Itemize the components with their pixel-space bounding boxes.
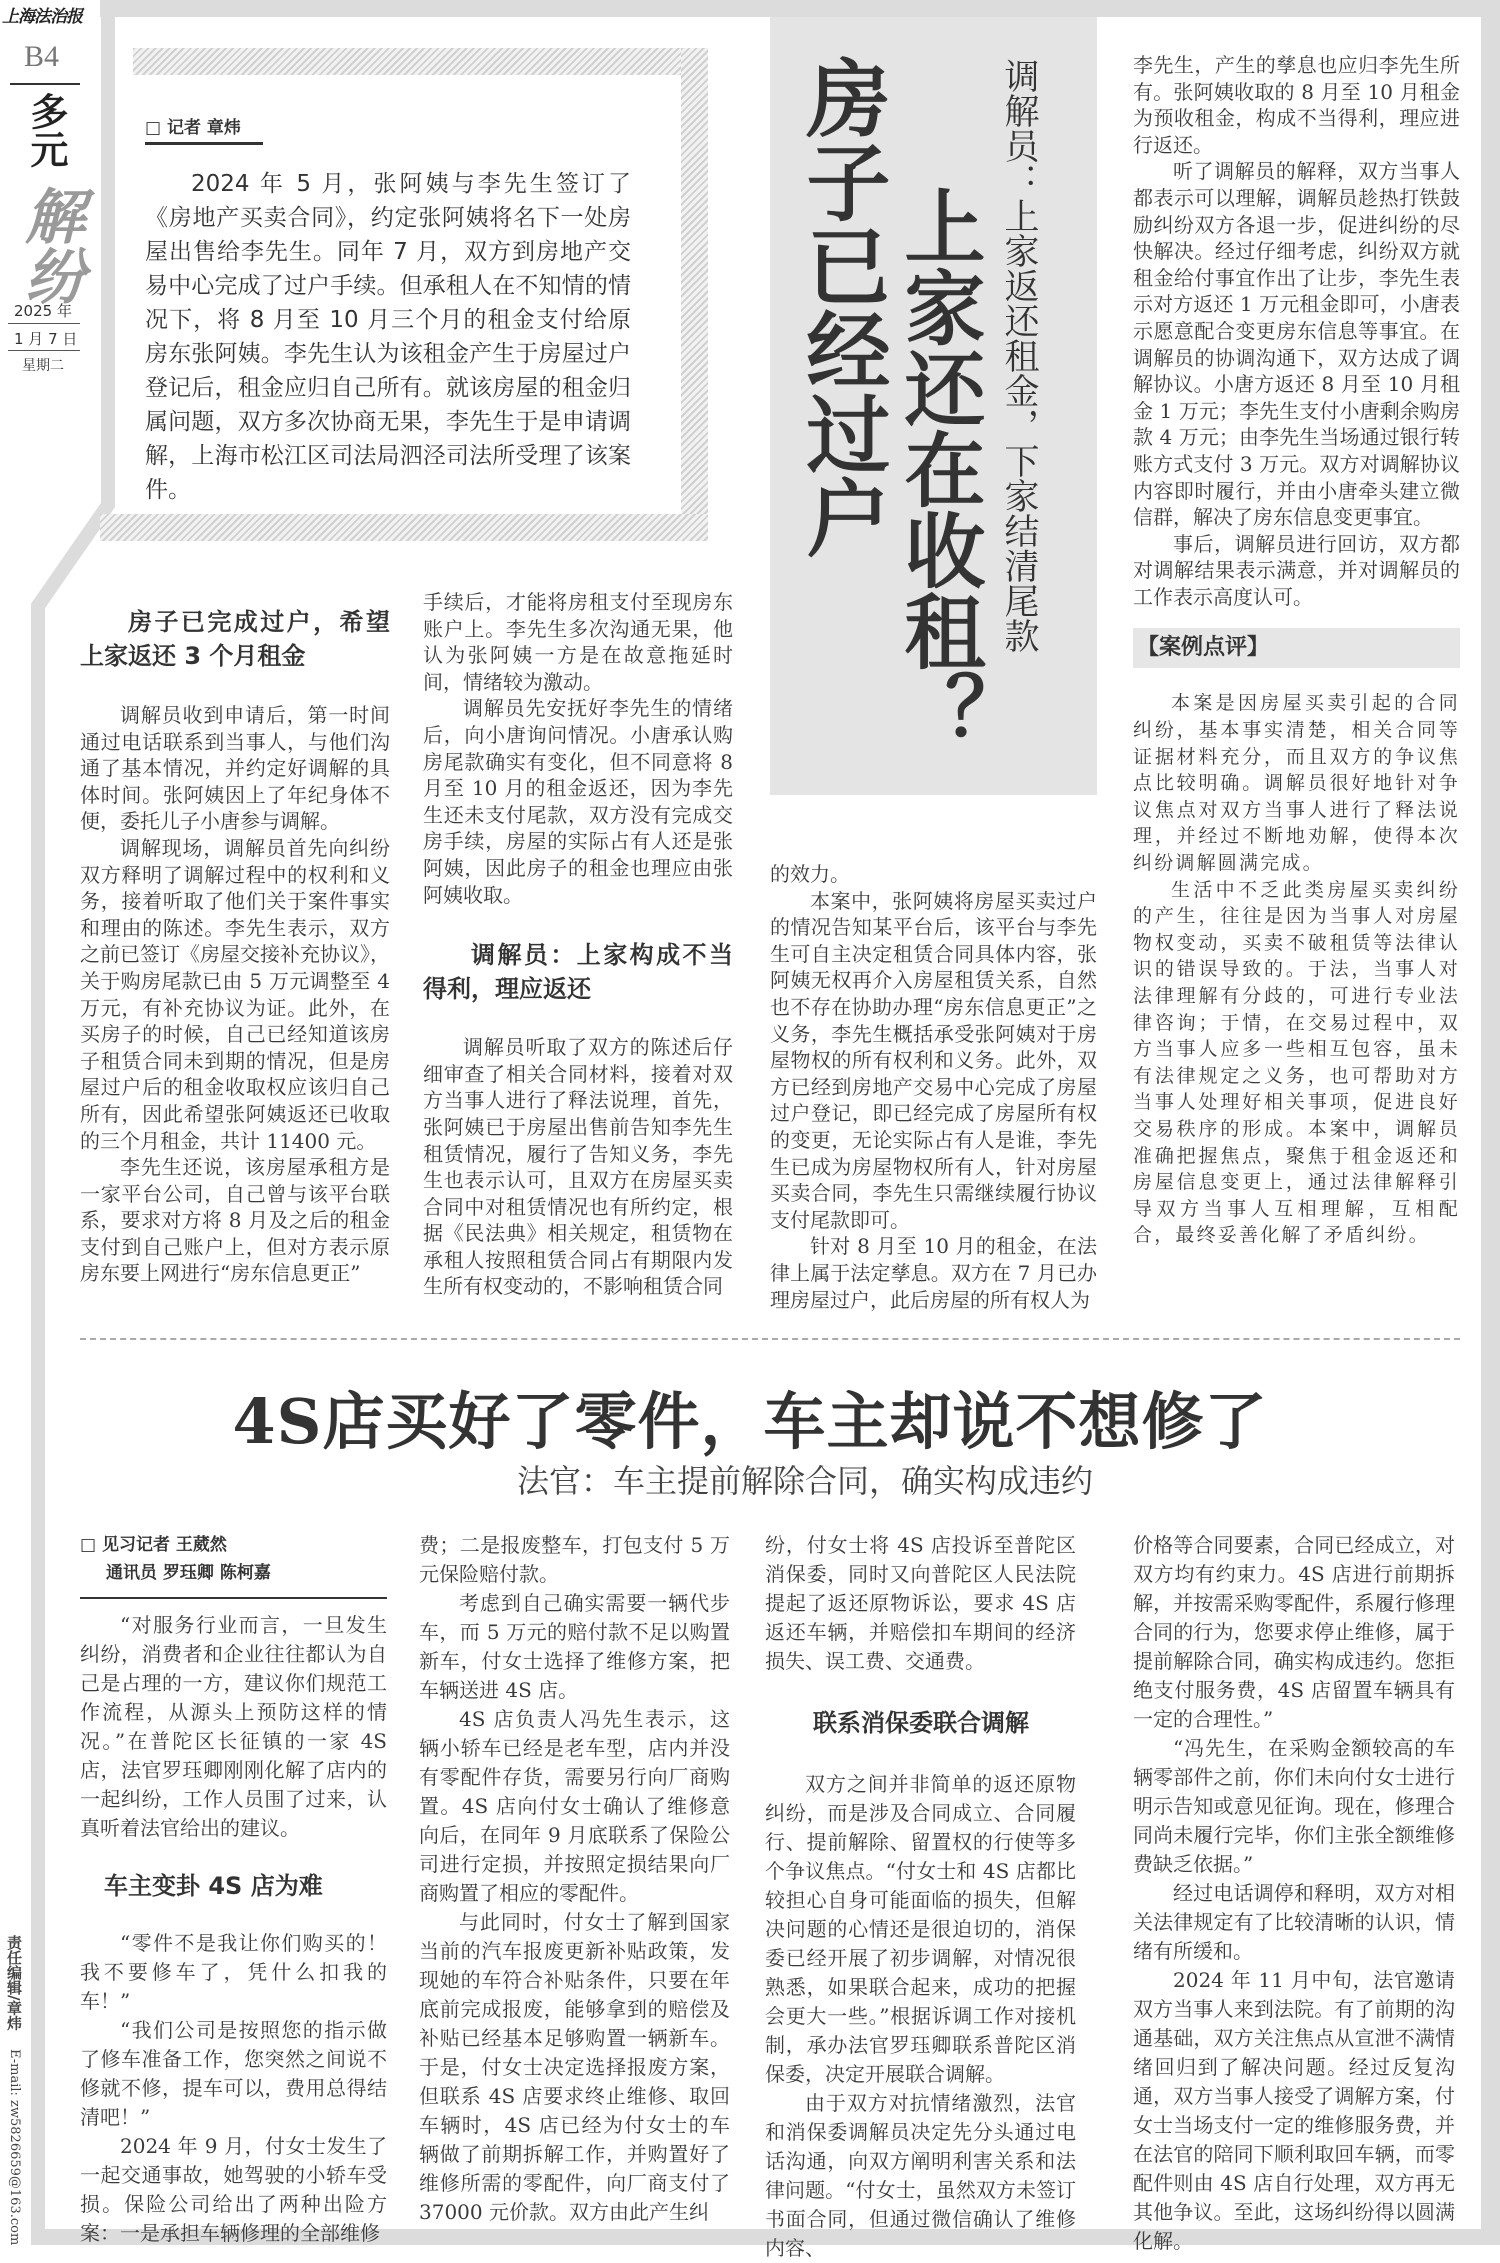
top-article-column-3 xyxy=(770,861,1097,1313)
paragraph: 听了调解员的解释，双方当事人都表示可以理解，调解员趁热打铁鼓励纠纷双方各退一步，促进纠纷的尽快解决。经过仔细考虑，纠纷双方就租金给付事宜作出了让步，李先生表示对方返还 1 万元租金即可，小唐表示愿意配合变更房东信息等事宜。在调解员的协调沟通下，双方达成了调解协议。小唐方返还 8 月至 10 月租金 1 万元；李先生支付小唐剩余购房款 4 万元；由李先生当场通过银行转账方式支付 3 万元。双方对调解协议内容即时履行，并由小唐牵头建立微信群，解决了房东信息变更事宜。 xyxy=(1133,159,1460,530)
paragraph: 调解现场，调解员首先向纠纷双方释明了调解过程中的权利和义务，接着听取了他们关于案件事实和理由的陈述。李先生表示，双方之前已签订《房屋交接补充协议》，关于购房尾款已由 5 万元调整至 4 万元，有补充协议为证。此外，在买房子的时候，自己已经知道该房子租赁合同未到期的情况，但是房屋过户后的租金收取权应该归自己所有，因此希望张阿姨返还已收取的三个月租金，共计 11400 元。 xyxy=(80,835,390,1153)
editor-name: 责任编辑/章炜 xyxy=(5,1935,23,2031)
bottom-subtitle: 法官：车主提前解除合同，确实构成违约 xyxy=(516,1462,1093,1500)
lead-paragraph: 2024 年 5 月，张阿姨与李先生签订了《房地产买卖合同》，约定张阿姨将名下一处房屋出售给李先生。同年 7 月，双方到房地产交易中心完成了过户手续。但承租人在不知情的情况下，将 8 月至 10 月三个月的租金支付给原房东张阿姨。李先生认为该租金产生于房屋过户登记后，租金应归自己所有。就该房屋的租金归属问题，双方多次协商无果，李先生于是申请调解，上海市松江区司法局泗泾司法所受理了该案件。 xyxy=(145,171,631,503)
paragraph: 经过电话调停和释明，双方对相关法律规定有了比较清晰的认识，情绪有所缓和。 xyxy=(1133,1881,1455,1963)
page-frame-top xyxy=(100,0,1500,17)
section-heading: 车主变卦 4S 店为难 xyxy=(104,1872,323,1900)
section-heading: 联系消保委联合调解 xyxy=(813,1709,1029,1737)
paragraph: “零件不是我让你们购买的！我不要修车了，凭什么扣我的车！” xyxy=(80,1931,387,2013)
top-article-column-1 xyxy=(80,605,390,1287)
section-title-duoyuan: 多元 xyxy=(24,92,68,168)
page-frame-right xyxy=(1481,0,1500,2245)
headline-subtitle: 调解员：上家返还租金，下家结清尾款 xyxy=(999,58,1039,653)
paragraph: 2024 年 11 月中旬，法官邀请双方当事人来到法院。有了前期的沟通基础，双方关注焦点从宣泄不满情绪回归到了解决问题。经过反复沟通，双方当事人接受了调解方案，付女士当场支付一定的维修服务费，并在法官的陪同下顺利取回车辆，而零配件则由 4S 店自行处理，双方再无其他争议。至此，这场纠纷得以圆满化解。 xyxy=(1133,1968,1455,2253)
editor-email: E-mail: zw5826659@163.com xyxy=(7,2049,22,2246)
issue-year: 2025 年 xyxy=(14,302,72,320)
date-divider xyxy=(8,350,80,351)
bottom-article-column-1 xyxy=(80,1531,387,2248)
editor-credit xyxy=(4,1935,25,2246)
lead-box-hatch-bottom xyxy=(100,514,708,541)
paragraph: 与此同时，付女士了解到国家当前的汽车报废更新补贴政策，发现她的车符合补贴条件，只要在年底前完成报废，能够拿到的赔偿及补贴已经基本足够购置一辆新车。于是，付女士决定选择报废方案，但联系 4S 店要求终止维修、取回车辆时，4S 店已经为付女士的车辆做了前期拆解工作，并购置好了维修所需的零配件，向厂商支付了 37000 元价款。双方由此产生纠 xyxy=(419,1910,730,2224)
paragraph: 考虑到自己确实需要一辆代步车，而 5 万元的赔付款不足以购置新车，付女士选择了维修方案，把车辆送进 4S 店。 xyxy=(419,1591,730,1702)
issue-weekday: 星期二 xyxy=(22,358,64,374)
masthead-divider xyxy=(10,83,80,85)
paragraph: 调解员听取了双方的陈述后仔细审查了相关合同材料，接着对双方当事人进行了释法说理，首先，张阿姨已于房屋出售前告知李先生租赁情况，履行了告知义务，李先生也表示认可，且双方在房屋买卖合同中对租赁情况也有所约定，根据《民法典》相关规定，租赁物在承租人按照租赁合同占有期限内发生所有权变动的，不影响租赁合同 xyxy=(423,1035,733,1299)
byline-rule xyxy=(80,1597,387,1599)
paragraph: 李先生，产生的孳息也应归李先生所有。张阿姨收取的 8 月至 10 月租金为预收租金，构成不当得利，理应进行返还。 xyxy=(1133,53,1460,157)
byline-rule xyxy=(145,142,263,145)
section-title-jiefen: 解纷 xyxy=(15,185,85,305)
bottom-byline-correspondents: 通讯员 罗珏卿 陈柯嘉 xyxy=(106,1563,271,1583)
paragraph: 双方之间并非简单的返还原物纠纷，而是涉及合同成立、合同履行、提前解除、留置权的行使等多个争议焦点。“付女士和 4S 店都比较担心自身可能面临的损失，但解决问题的心情还是很迫切的，消保委已经开展了初步调解，对情况很熟悉，如果联合起来，成功的把握会更大一些。”根据诉调工作对接机制，承办法官罗珏卿联系普陀区消保委，决定开展联合调解。 xyxy=(765,1772,1076,2086)
paragraph: 调解员先安抚好李先生的情绪后，向小唐询问情况。小唐承认购房尾款确实有变化，但不同意将 8 月至 10 月的租金返还，因为李先生还未支付尾款，双方没有完成交房手续，房屋的实际占有人还是张阿姨，因此房子的租金也理应由张阿姨收取。 xyxy=(423,696,733,907)
lead-box-hatch-top xyxy=(133,48,708,75)
paragraph: 李先生还说，该房屋承租方是一家平台公司，自己曾与该平台联系，要求对方将 8 月及之后的租金支付到自己账户上，但对方表示原房东要上网进行“房东信息更正” xyxy=(80,1155,390,1286)
paragraph: “冯先生，在采购金额较高的车辆零部件之前，你们未向付女士进行明示告知或意见征询。现在，修理合同尚未履行完毕，你们主张全额维修费缺乏依据。” xyxy=(1133,1736,1455,1876)
bottom-article-column-3 xyxy=(765,1531,1076,2263)
bottom-headline: 4S店买好了零件，车主却说不想修了 xyxy=(232,1385,1268,1458)
paragraph: 纷，付女士将 4S 店投诉至普陀区消保委，同时又向普陀区人民法院提起了返还原物诉讼，要求 4S 店返还车辆，并赔偿扣车期间的经济损失、误工费、交通费。 xyxy=(765,1533,1076,1673)
paragraph: 事后，调解员进行回访，双方都对调解结果表示满意，并对调解员的工作表示高度认可。 xyxy=(1133,531,1460,609)
top-article-byline: □ 记者 章炜 xyxy=(145,118,241,138)
bottom-article-column-4 xyxy=(1133,1531,1455,2256)
paragraph: 2024 年 9 月，付女士发生了一起交通事故，她驾驶的小轿车受损。保险公司给出了两种出险方案：一是承担车辆修理的全部维修 xyxy=(80,2134,387,2245)
article-separator xyxy=(80,1338,1460,1340)
section-heading: 调解员：上家构成不当得利，理应返还 xyxy=(423,941,733,1004)
issue-date: 1 月 7 日 xyxy=(14,330,78,348)
paragraph: 的效力。 xyxy=(770,862,850,886)
paragraph: 本案中，张阿姨将房屋买卖过户的情况告知某平台后，该平台与李先生可自主决定租赁合同具体内容，张阿姨无权再介入房屋租赁关系，自然也不存在协助办理“房东信息更正”之义务，李先生概括承受张阿姨对于房屋物权的所有权利和义务。此外，双方已经到房地产交易中心完成了房屋过户登记，即已经完成了房屋所有权的变更，无论实际占有人是谁，李先生已成为房屋物权所有人，针对房屋买卖合同，李先生只需继续履行协议支付尾款即可。 xyxy=(770,888,1097,1232)
newspaper-logo: 上海法治报 xyxy=(2,7,82,27)
paragraph: 生活中不乏此类房屋买卖纠纷的产生，往往是因为当事人对房屋物权变动，买卖不破租赁等法律认识的错误导致的。于法，当事人对法律理解有分歧的，可进行专业法律咨询；于情，在交易过程中，双方当事人应多一些相互包容，虽未有法律规定之义务，也可帮助对方当事人处理好相关事项，促进良好交易秩序的形成。本案中，调解员准确把握焦点，聚焦于租金返还和房屋信息变更上，通过法律解释引导双方当事人互相理解，互相配合，最终妥善化解了矛盾纠纷。 xyxy=(1133,878,1460,1247)
case-review xyxy=(1133,690,1460,1248)
top-article-column-2 xyxy=(423,589,733,1300)
paragraph: 针对 8 月至 10 月的租金，在法律上属于法定孳息。双方在 7 月已办理房屋过户，此后房屋的所有权人为 xyxy=(770,1234,1097,1312)
headline-part2: 上家还在收租？ xyxy=(891,185,986,752)
paragraph: 4S 店负责人冯先生表示，这辆小轿车已经是老车型，店内并没有零配件存货，需要另行向厂商购置。4S 店向付女士确认了维修意向后，在同年 9 月底联系了保险公司进行定损，并按照定损结果向厂商购置了相应的零配件。 xyxy=(419,1707,730,1905)
paragraph: 费；二是报废整车，打包支付 5 万元保险赔付款。 xyxy=(419,1533,730,1586)
date-divider xyxy=(8,323,80,324)
lead-box xyxy=(133,75,681,514)
paragraph: 调解员收到申请后，第一时间通过电话联系到当事人，与他们沟通了基本情况，并约定好调解的具体时间。张阿姨因上了年纪身体不便，委托儿子小唐参与调解。 xyxy=(80,703,390,834)
paragraph: “对服务行业而言，一旦发生纠纷，消费者和企业往往都认为自己是占理的一方，建议你们规范工作流程，从源头上预防这样的情况。”在普陀区长征镇的一家 4S 店，法官罗珏卿刚刚化解了店内的一起纠纷，工作人员围了过来，认真听着法官给出的建议。 xyxy=(80,1613,387,1840)
paragraph: 价格等合同要素，合同已经成立，对双方均有约束力。4S 店进行前期拆解，并按需采购零配件，系履行修理合同的行为，您要求停止维修，属于提前解除合同，确实构成违约。您拒绝支付服务费，4S 店留置车辆具有一定的合理性。” xyxy=(1133,1533,1455,1731)
headline-part1: 房子已经过户 xyxy=(793,55,892,559)
paragraph: 手续后，才能将房租支付至现房东账户上。李先生多次沟通无果，他认为张阿姨一方是在故意拖延时间，情绪较为激动。 xyxy=(423,590,733,694)
page-number: B4 xyxy=(24,40,60,73)
lead-box-hatch-right xyxy=(681,48,708,541)
paragraph: 由于双方对抗情绪激烈，法官和消保委调解员决定先分头通过电话沟通，向双方阐明利害关系和法律问题。“付女士，虽然双方未签订书面合同，但通过微信确认了维修内容、 xyxy=(765,2091,1076,2260)
top-article-column-4 xyxy=(1133,52,1460,1249)
paragraph: “我们公司是按照您的指示做了修车准备工作，您突然之间说不修就不修，提车可以，费用总得结清吧！” xyxy=(80,2018,387,2129)
bottom-article-column-2 xyxy=(419,1531,730,2227)
section-heading: 房子已完成过户，希望上家返还 3 个月租金 xyxy=(80,608,390,670)
case-review-heading: 【案例点评】 xyxy=(1133,628,1460,668)
bottom-byline-reporter: □ 见习记者 王葳然 xyxy=(80,1535,227,1555)
paragraph: 本案是因房屋买卖引起的合同纠纷，基本事实清楚，相关合同等证据材料充分，而且双方的争议焦点比较明确。调解员很好地针对争议焦点对双方当事人进行了释法说理，并经过不断地劝解，使得本次纠纷调解圆满完成。 xyxy=(1133,692,1460,875)
